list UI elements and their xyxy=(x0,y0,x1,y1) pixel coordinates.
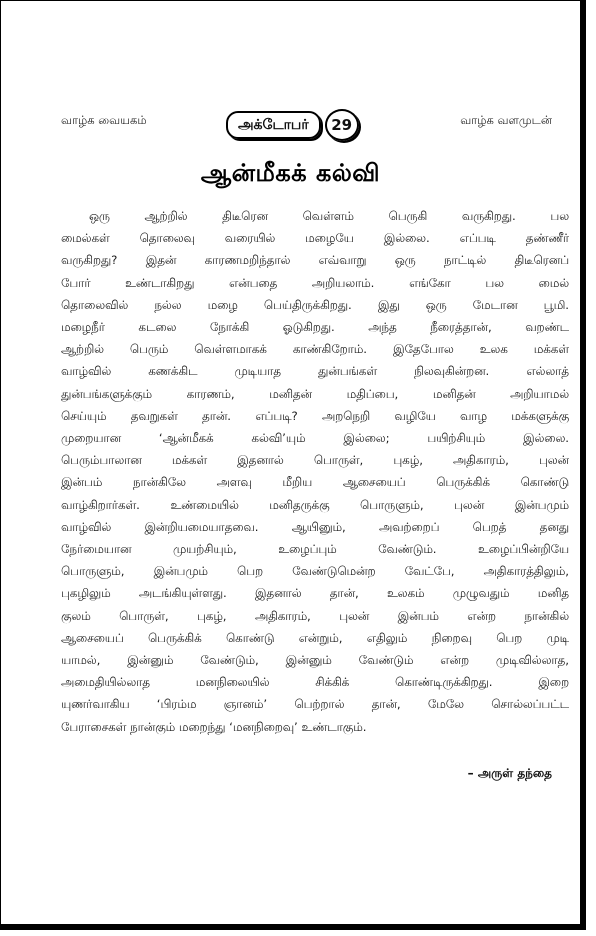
text-line: பேராசைகள் நான்கும் மறைந்து ‘மனநிறைவு’ உண்டாகும். xyxy=(61,719,367,734)
page-title: ஆன்மீகக் கல்வி xyxy=(200,159,381,187)
text-line: போர் உண்டாகிறது என்பதை அறியலாம். எங்கோ பல மைல் xyxy=(61,275,569,290)
day-number: 29 xyxy=(325,109,359,141)
text-line: குலம் பொருள், புகழ், அதிகாரம், புலன் இன்பம் என்ற நான்கில் xyxy=(61,608,569,623)
text-line: மைல்கள் தொலைவு வரையில் மழையே இல்லை. எப்படி தண்ணீர் xyxy=(61,231,569,246)
month-label: அக்டோபர் xyxy=(226,111,321,139)
text-line: செய்யும் தவறுகள் தான். எப்படி? அறநெறி வழியே வாழ மக்களுக்கு xyxy=(61,408,569,423)
text-line: யாமல், இன்னும் வேண்டும், இன்னும் வேண்டும் என்ற முடிவில்லாத, xyxy=(61,653,569,668)
text-line: பொருளும், இன்பமும் பெற வேண்டுமென்ற வேட்பே, அதிகாரத்திலும், xyxy=(61,564,569,579)
page-header xyxy=(1,109,580,149)
text-line: வாழ்வில் கணக்கிட முடியாத துன்பங்கள் நிலவுகின்றன. எல்லாத் xyxy=(61,364,569,379)
text-line: வாழ்வில் இன்றியமையாதவை. ஆயினும், அவற்றைப் பெறத் தனது xyxy=(61,519,569,534)
text-line: வாழ்கிறார்கள். உண்மையில் மனிதருக்கு பொருளும், புலன் இன்பமும் xyxy=(61,497,569,512)
date-badge xyxy=(226,109,359,141)
text-line: ஆற்றில் பெரும் வெள்ளமாகக் காண்கிறோம். இதேபோல உலக மக்கள் xyxy=(61,342,569,357)
text-line: வருகிறது? இதன் காரணமறிந்தால் எவ்வாறு ஒரு நாட்டில் திடீரெனப் xyxy=(61,253,569,268)
text-line: முறையான ‘ஆன்மீகக் கல்வி’யும் இல்லை; பயிற்சியும் இல்லை. xyxy=(61,431,569,446)
article-body xyxy=(61,205,569,738)
author-signature: – அருள் தந்தை xyxy=(467,766,552,780)
text-line: மழைநீர் கடலை நோக்கி ஓடுகிறது. அந்த நீரைத்தான், வறண்ட xyxy=(61,320,569,335)
text-line: துன்பங்களுக்கும் காரணம், மனிதன் மதிப்பை, மனிதன் அறியாமல் xyxy=(61,386,569,401)
text-line: நேர்மையான முயற்சியும், உழைப்பும் வேண்டும். உழைப்பின்றியே xyxy=(61,542,569,557)
header-left-text: வாழ்க வையகம் xyxy=(61,113,147,127)
header-right-text: வாழ்க வளமுடன் xyxy=(460,113,552,127)
text-line: புகழிலும் அடங்கியுள்ளது. இதனால் தான், உலகம் முழுவதும் மனித xyxy=(61,586,569,601)
text-line: அமைதியில்லாத மனநிலையில் சிக்கிக் கொண்டிருக்கிறது. இறை xyxy=(61,675,569,690)
text-line: பெரும்பாலான மக்கள் இதனால் பொருள், புகழ், அதிகாரம், புலன் xyxy=(61,453,569,468)
text-line: இன்பம் நான்கிலே அளவு மீறிய ஆசையைப் பெருக்கிக் கொண்டு xyxy=(61,475,569,490)
text-line: யுணர்வாகிய ‘பிரம்ம ஞானம்’ பெற்றால் தான், மேலே சொல்லப்பட்ட xyxy=(61,697,569,712)
text-line: தொலைவில் நல்ல மழை பெய்திருக்கிறது. இது ஒரு மேடான பூமி. xyxy=(61,297,569,312)
text-line: ஒரு ஆற்றில் திடீரென வெள்ளம் பெருகி வருகிறது. பல xyxy=(89,209,569,223)
text-line: ஆசையைப் பெருக்கிக் கொண்டு என்றும், எதிலும் நிறைவு பெற முடி xyxy=(61,630,569,645)
